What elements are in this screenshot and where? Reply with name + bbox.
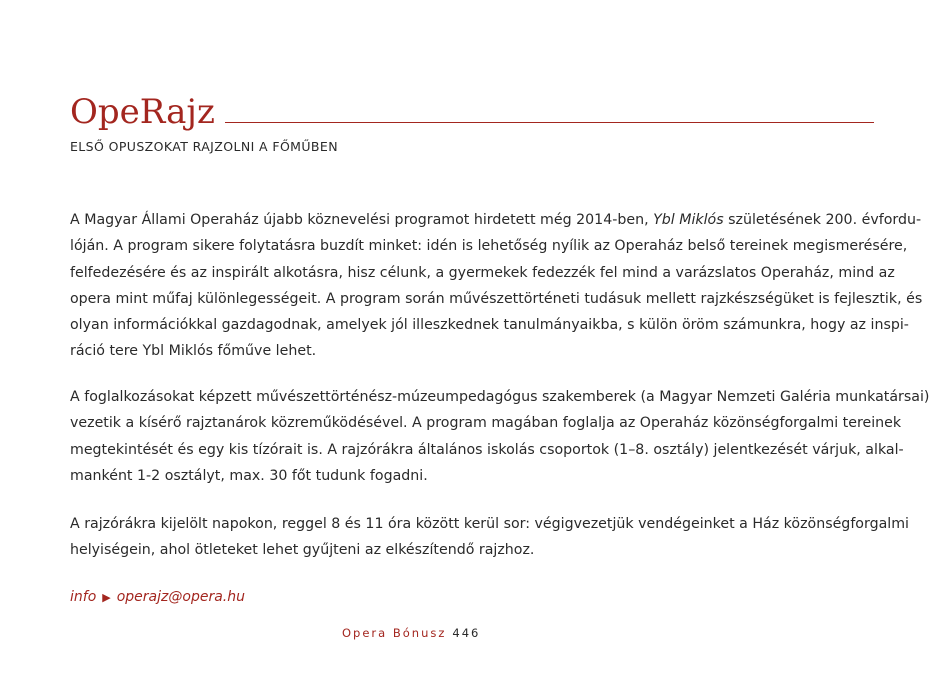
contact-email-link[interactable]: operajz@opera.hu <box>116 589 245 605</box>
paragraph-line: megtekintését és egy kis tízórait is. A rajzórákra általános iskolás csoportok (1–8. osztály) jelentkezését várjuk, alkal- <box>70 441 904 458</box>
text-segment: A Magyar Állami Operaház újabb köznevelési programot hirdetett még 2014-ben, <box>70 212 654 228</box>
paragraph-line: olyan információkkal gazdagodnak, amelyek jól illeszkednek tanulmányaikba, s külön öröm számunkra, hogy az inspi- <box>70 317 909 334</box>
paragraph-line: A foglalkozásokat képzett művészettörténész-múzeumpedagógus szakemberek (a Magyar Nemzeti Galéria munkatársai) <box>70 389 930 405</box>
page-subtitle: ELSŐ OPUSZOKAT RAJZOLNI A FŐMŰBEN <box>70 139 338 154</box>
page-number: 446 <box>452 626 481 640</box>
paragraph-line: opera mint műfaj különlegességeit. A program során művészettörténeti tudásuk mellett rajzkészségüket is fejlesztik, és <box>70 290 923 307</box>
page-footer <box>342 626 480 640</box>
text-segment: születésének 200. évfordu- <box>723 212 922 228</box>
paragraph-line: A rajzórákra kijelölt napokon, reggel 8 és 11 óra között kerül sor: végigvezetjük vendégeinket a Ház közönségforgalmi <box>70 516 909 532</box>
title-row <box>70 92 874 132</box>
paragraph-schedule <box>70 511 909 564</box>
paragraph-line <box>70 207 922 233</box>
paragraph-sessions <box>70 384 930 489</box>
arrow-right-icon: ▶ <box>102 591 111 604</box>
footer-section-name: Opera Bónusz <box>342 626 447 640</box>
paragraph-intro <box>70 207 923 365</box>
paragraph-line: lóján. A program sikere folytatásra buzdít minket: idén is lehetőség nyílik az Operaház belső tereinek megismerésére, <box>70 238 908 255</box>
italic-name: Ybl Miklós <box>653 212 724 228</box>
paragraph-line: helyiségein, ahol ötleteket lehet gyűjteni az elkészítendő rajzhoz. <box>70 542 535 559</box>
contact-label: info <box>70 589 97 605</box>
paragraph-line: vezetik a kísérő rajztanárok közreműködésével. A program magában foglalja az Operaház közönségforgalmi tereinek <box>70 415 902 432</box>
contact-info <box>70 589 245 605</box>
paragraph-line: felfedezésére és az inspirált alkotásra, hisz célunk, a gyermekek fedezzék fel mind a varázslatos Operaház, mind az <box>70 264 895 281</box>
page-title: OpeRajz <box>70 92 215 132</box>
title-rule <box>225 122 874 123</box>
paragraph-line: ráció tere Ybl Miklós főműve lehet. <box>70 343 317 360</box>
paragraph-line: manként 1-2 osztályt, max. 30 főt tudunk fogadni. <box>70 467 428 484</box>
